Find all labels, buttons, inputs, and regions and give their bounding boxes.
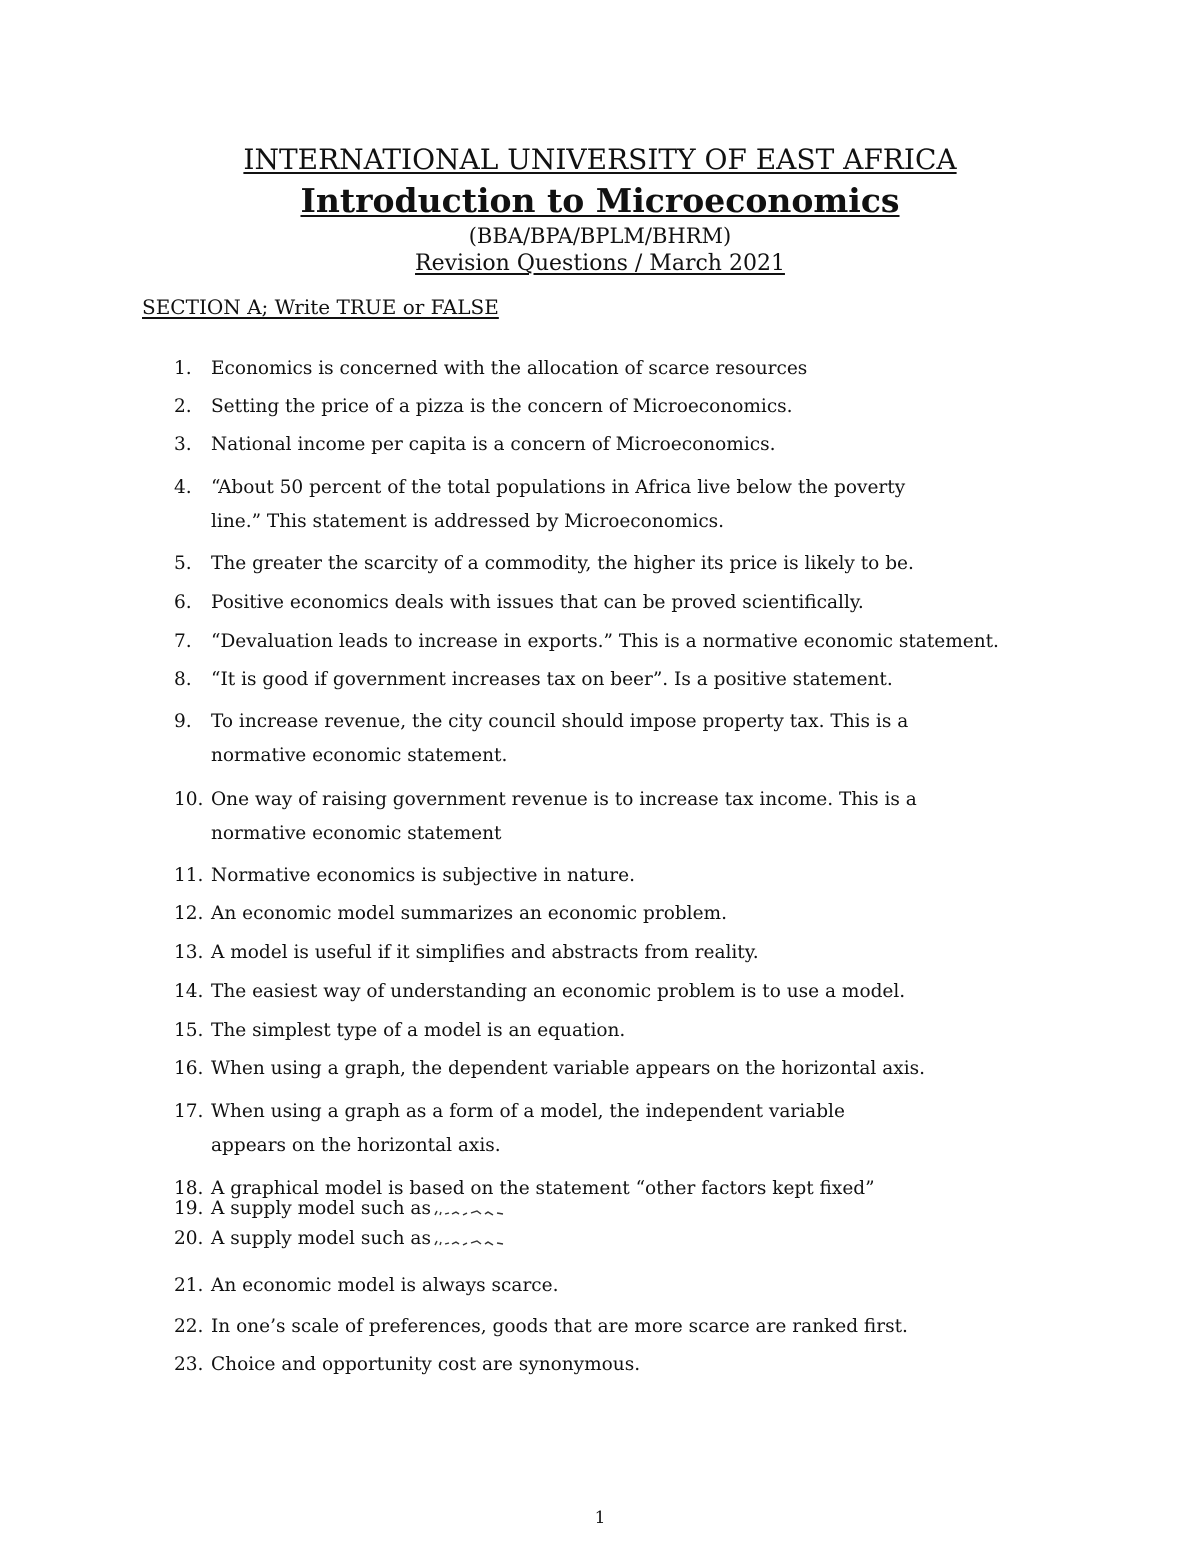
question-item: 9. To increase revenue, the city council should impose property tax. This is a normative economic statement.: [174, 711, 909, 766]
question-item: 14. The easiest way of understanding an economic problem is to use a model.: [174, 981, 906, 1002]
course-title: Introduction to Microeconomics: [300, 181, 900, 220]
question-item: 20. A supply model such as: [174, 1222, 1074, 1256]
question-item: 16. When using a graph, the dependent variable appears on the horizontal axis.: [174, 1058, 925, 1079]
question-item: 19. A supply model such as: [174, 1192, 1074, 1226]
question-item: 22. In one’s scale of preferences, goods that are more scarce are ranked first.: [174, 1316, 908, 1337]
garbled-formula-icon: [433, 1237, 505, 1247]
question-item: 7. “Devaluation leads to increase in exports.” This is a normative economic statement.: [174, 631, 999, 652]
question-item: 21. An economic model is always scarce.: [174, 1275, 559, 1296]
question-item: 5. The greater the scarcity of a commodity, the higher its price is likely to be.: [174, 553, 914, 574]
exam-title: Revision Questions / March 2021: [415, 251, 785, 276]
question-item: 11. Normative economics is subjective in nature.: [174, 865, 635, 886]
question-item: 10. One way of raising government revenue is to increase tax income. This is a normative economic statement: [174, 789, 917, 844]
question-item: 1. Economics is concerned with the allocation of scarce resources: [174, 358, 808, 379]
question-item: 15. The simplest type of a model is an equation.: [174, 1020, 626, 1041]
question-item: 23. Choice and opportunity cost are synonymous.: [174, 1354, 641, 1375]
programs-line: (BBA/BPA/BPLM/BHRM): [468, 224, 732, 248]
garbled-formula-icon: [433, 1207, 505, 1217]
question-item: 12. An economic model summarizes an economic problem.: [174, 903, 727, 924]
question-item: 13. A model is useful if it simplifies and abstracts from reality.: [174, 942, 759, 963]
question-item: 4. “About 50 percent of the total populations in Africa live below the poverty line.” This statement is addressed by Microeconomics.: [174, 477, 906, 532]
question-item: 6. Positive economics deals with issues that can be proved scientifically.: [174, 592, 864, 613]
institution-title: INTERNATIONAL UNIVERSITY OF EAST AFRICA: [243, 143, 957, 176]
question-item: 8. “It is good if government increases tax on beer”. Is a positive statement.: [174, 669, 893, 690]
question-item: 18. A graphical model is based on the statement “other factors kept fixed”: [174, 1178, 875, 1199]
question-item: 3. National income per capita is a concern of Microeconomics.: [174, 434, 776, 455]
page-number: 1: [594, 1508, 606, 1528]
question-item: 2. Setting the price of a pizza is the concern of Microeconomics.: [174, 396, 793, 417]
question-item: 17. When using a graph as a form of a model, the independent variable appears on the horizontal axis.: [174, 1101, 845, 1156]
section-a-title: SECTION A; Write TRUE or FALSE: [142, 295, 499, 319]
